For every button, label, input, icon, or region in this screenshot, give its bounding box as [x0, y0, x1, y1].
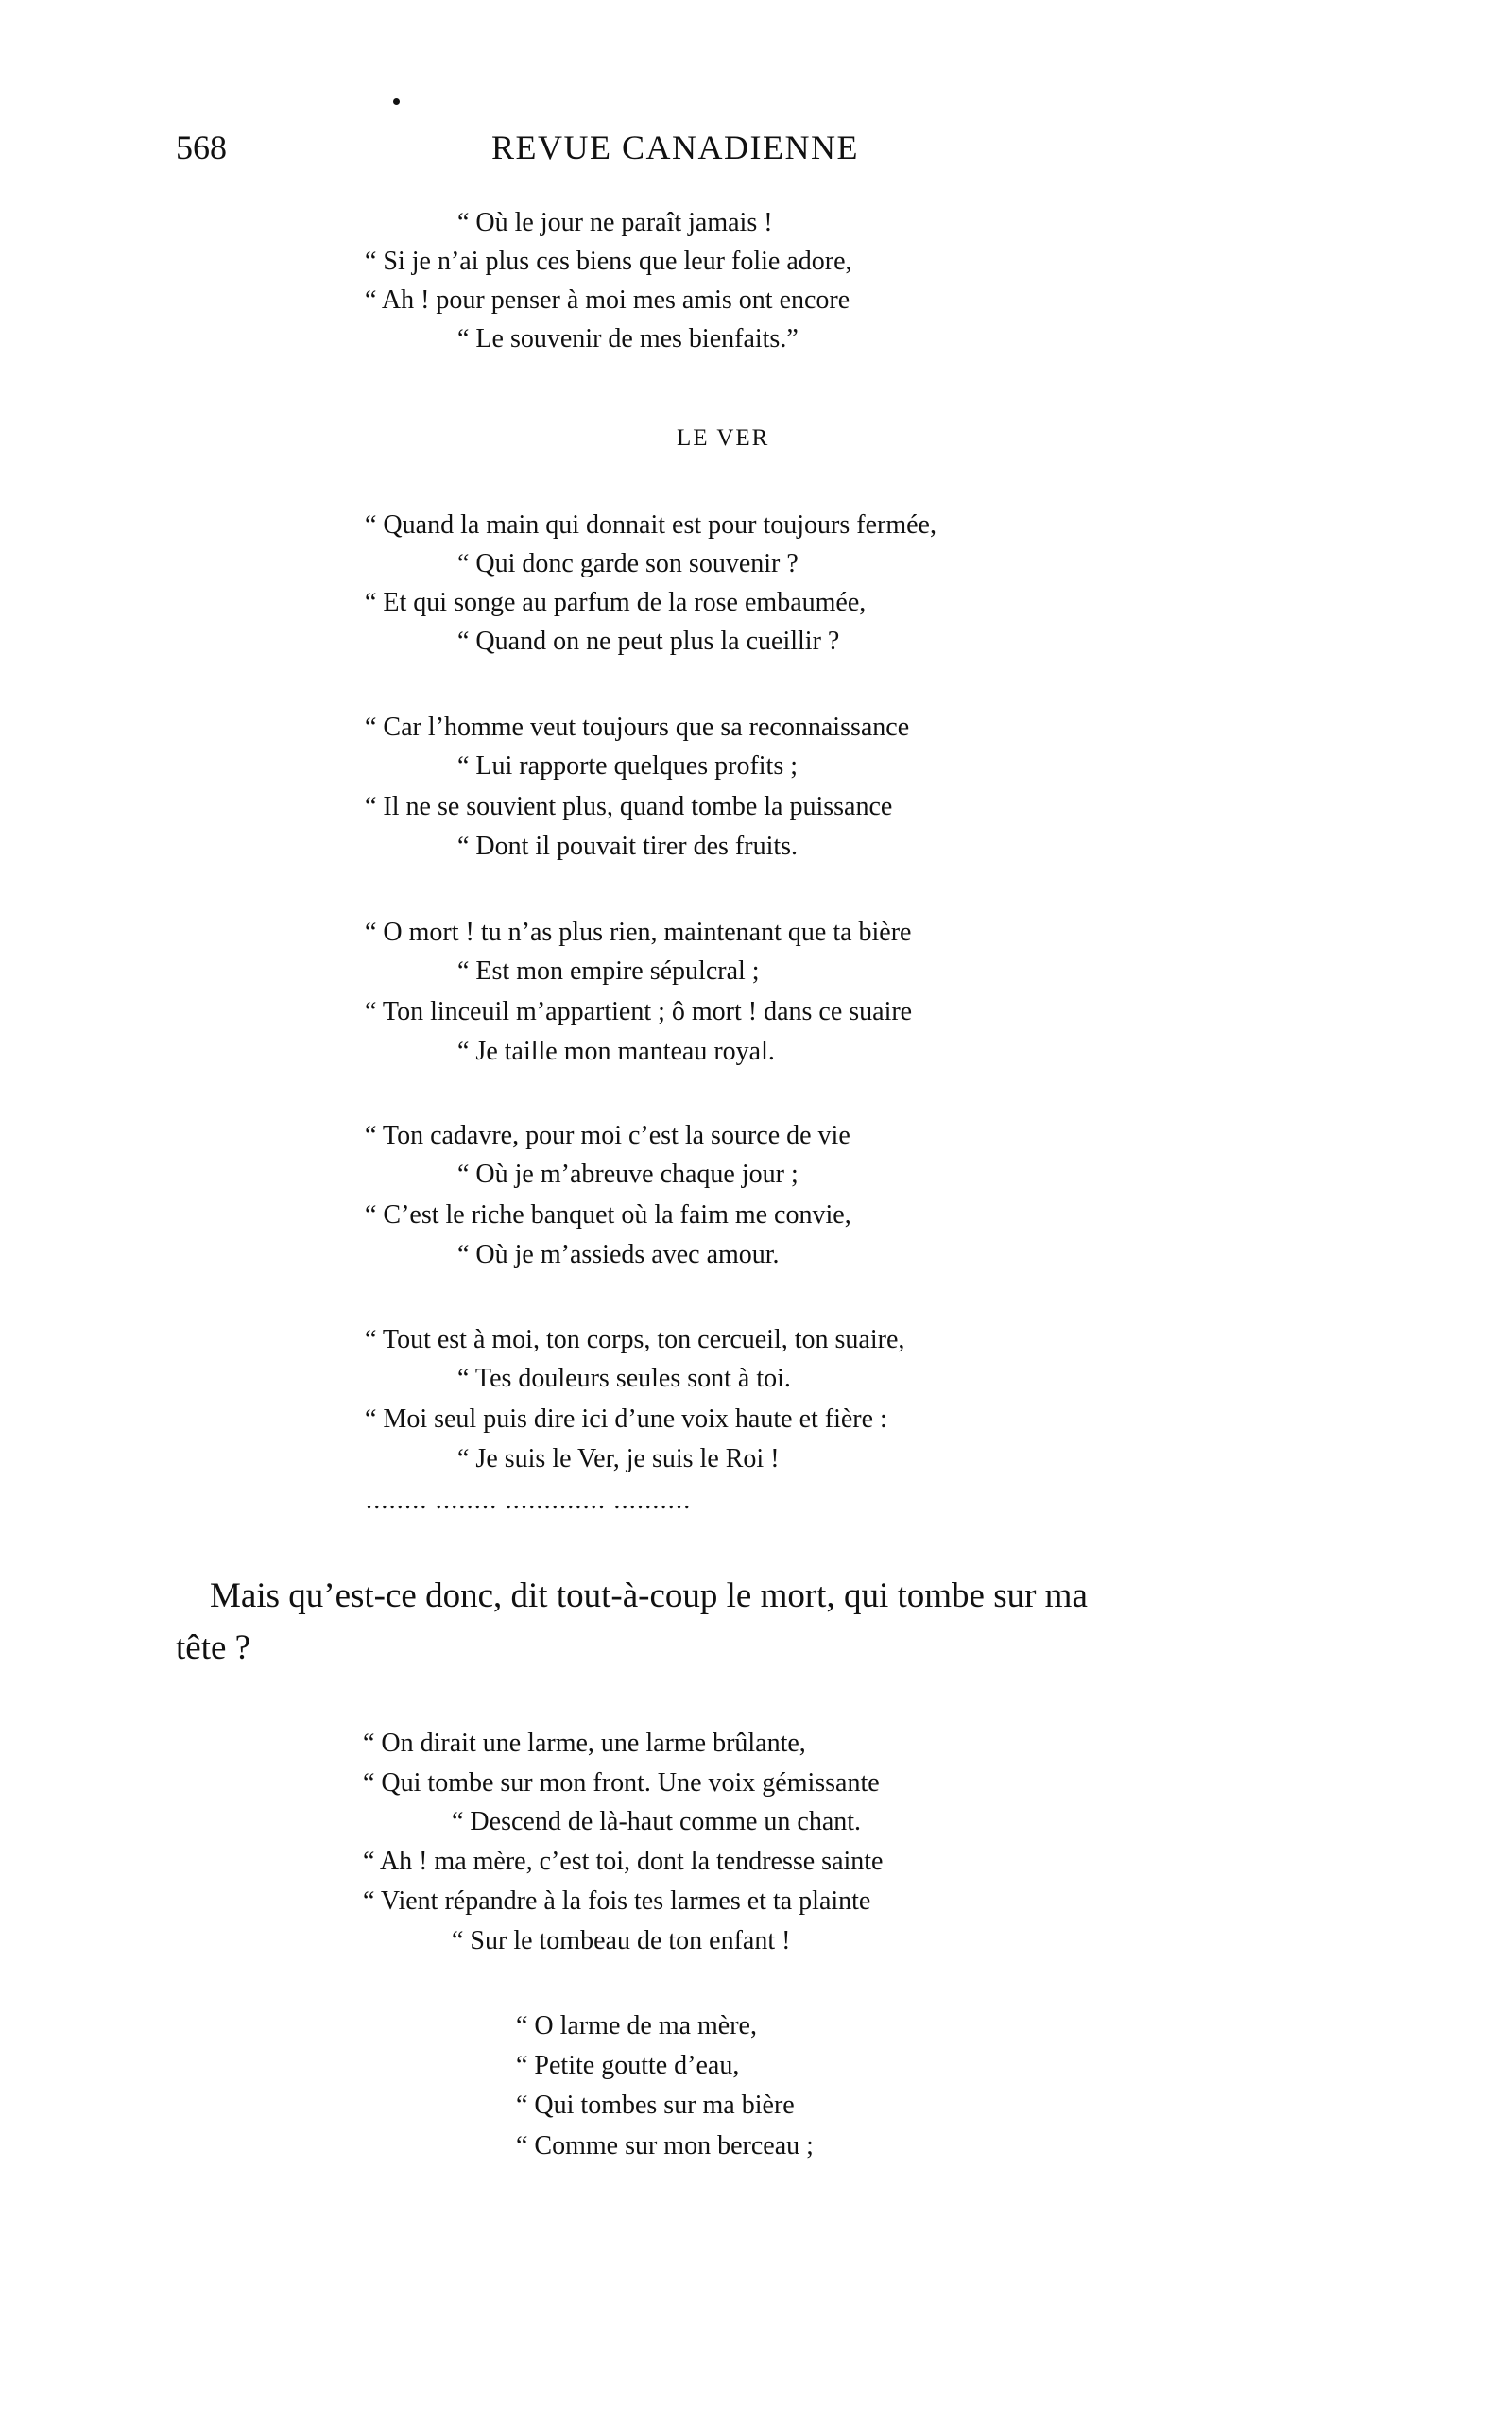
poem-line: “ Ton linceuil m’appartient ; ô mort ! dans ce suaire — [365, 997, 913, 1026]
page-number: 568 — [176, 129, 227, 166]
poem-line: “ Et qui songe au parfum de la rose embaumée, — [365, 588, 867, 617]
prose-line: tête ? — [176, 1628, 251, 1667]
poem-line: “ Quand la main qui donnait est pour toujours fermée, — [365, 510, 936, 540]
poem-line: “ Où je m’abreuve chaque jour ; — [457, 1160, 799, 1189]
poem-line: “ Il ne se souvient plus, quand tombe la puissance — [365, 792, 893, 821]
running-title: REVUE CANADIENNE — [491, 129, 859, 166]
poem-line: “ Quand on ne peut plus la cueillir ? — [457, 627, 840, 656]
poem-line: “ Sur le tombeau de ton enfant ! — [452, 1926, 791, 1955]
poem-line: “ Tout est à moi, ton corps, ton cercueil, ton suaire, — [365, 1325, 905, 1354]
poem-line: “ Descend de là-haut comme un chant. — [452, 1807, 862, 1836]
poem-line: “ Est mon empire sépulcral ; — [457, 956, 760, 986]
poem-line: “ Car l’homme veut toujours que sa reconnaissance — [365, 713, 910, 742]
poem-line: “ Tes douleurs seules sont à toi. — [457, 1364, 791, 1393]
poem-line: “ Dont il pouvait tirer des fruits. — [457, 832, 799, 861]
poem-line: “ On dirait une larme, une larme brûlante, — [363, 1729, 806, 1758]
poem-line: “ Ah ! ma mère, c’est toi, dont la tendresse sainte — [363, 1847, 884, 1876]
poem-line: “ Le souvenir de mes bienfaits.” — [457, 324, 799, 353]
poem-line: “ Moi seul puis dire ici d’une voix haute et fière : — [365, 1404, 887, 1434]
poem-line: “ Je suis le Ver, je suis le Roi ! — [457, 1444, 780, 1473]
poem-line: “ Qui tombe sur mon front. Une voix gémissante — [363, 1768, 880, 1798]
poem-line: “ Vient répandre à la fois tes larmes et ta plainte — [363, 1886, 871, 1916]
poem-line: “ Ton cadavre, pour moi c’est la source de vie — [365, 1121, 850, 1150]
poem-line: “ Où le jour ne paraît jamais ! — [457, 208, 773, 237]
section-title: LE VER — [677, 425, 770, 451]
poem-line: “ Si je n’ai plus ces biens que leur folie adore, — [365, 247, 852, 276]
poem-line: “ Petite goutte d’eau, — [516, 2051, 740, 2080]
poem-line: “ Où je m’assieds avec amour. — [457, 1240, 780, 1269]
poem-line: “ Lui rapporte quelques profits ; — [457, 751, 799, 781]
poem-line: “ O mort ! tu n’as plus rien, maintenant que ta bière — [365, 918, 912, 947]
poem-line: “ Qui donc garde son souvenir ? — [457, 549, 799, 578]
poem-line: “ Comme sur mon berceau ; — [516, 2131, 814, 2160]
poem-line: “ Ah ! pour penser à moi mes amis ont encore — [365, 285, 850, 315]
poem-line: “ Qui tombes sur ma bière — [516, 2091, 795, 2120]
dotted-separator: ........ ........ ............. .......... — [366, 1486, 692, 1515]
poem-line: “ O larme de ma mère, — [516, 2011, 757, 2040]
prose-line: Mais qu’est-ce donc, dit tout-à-coup le mort, qui tombe sur ma — [210, 1576, 1088, 1615]
poem-line: “ C’est le riche banquet où la faim me convie, — [365, 1200, 851, 1230]
poem-line: “ Je taille mon manteau royal. — [457, 1037, 775, 1066]
stray-ink-dot — [393, 98, 400, 105]
